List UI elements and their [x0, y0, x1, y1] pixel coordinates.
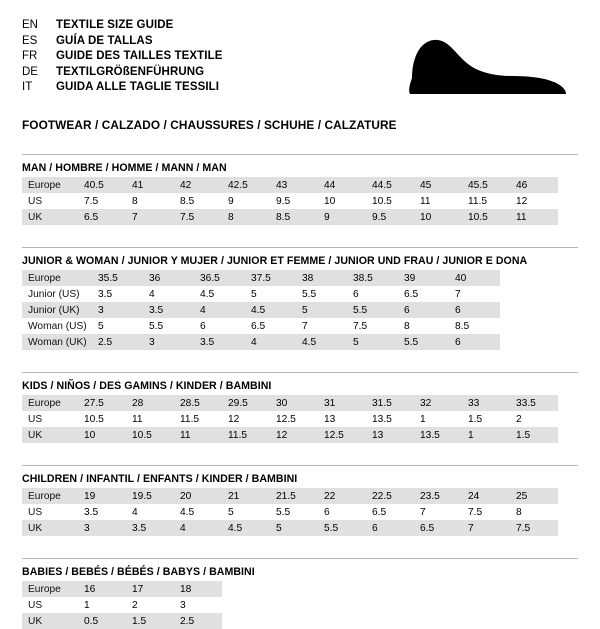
size-cell: 6.5	[398, 286, 449, 302]
size-cell: 10	[414, 209, 462, 225]
size-cell: 1.5	[126, 613, 174, 629]
size-cell: 13	[318, 411, 366, 427]
size-cell: 31	[318, 395, 366, 411]
section-title: CHILDREN / INFANTIL / ENFANTS / KINDER / BAMBINI	[22, 465, 578, 485]
size-cell: 10	[318, 193, 366, 209]
row-label: Woman (US)	[22, 318, 92, 334]
size-cell: 24	[462, 488, 510, 504]
language-row	[22, 18, 578, 34]
size-cell: 8.5	[270, 209, 318, 225]
size-cell: 3.5	[126, 520, 174, 536]
size-cell: 12	[222, 411, 270, 427]
size-cell: 33	[462, 395, 510, 411]
size-section	[22, 154, 578, 225]
size-cell: 28.5	[174, 395, 222, 411]
size-cell: 29.5	[222, 395, 270, 411]
size-cell: 10.5	[126, 427, 174, 443]
language-title: TEXTILE SIZE GUIDE	[56, 19, 174, 31]
language-title: TEXTILGRÖßENFÜHRUNG	[56, 65, 205, 78]
size-section	[22, 465, 578, 536]
size-cell: 11	[414, 193, 462, 209]
size-cell: 43	[270, 177, 318, 193]
size-cell: 21.5	[270, 488, 318, 504]
size-table	[22, 581, 222, 629]
row-label: Europe	[22, 395, 78, 411]
size-cell: 13.5	[414, 427, 462, 443]
row-label: UK	[22, 520, 78, 536]
size-cell: 44.5	[366, 177, 414, 193]
size-cell: 19	[78, 488, 126, 504]
size-cell: 9	[318, 209, 366, 225]
table-row	[22, 597, 222, 613]
size-cell: 4.5	[245, 302, 296, 318]
size-cell: 42	[174, 177, 222, 193]
table-row	[22, 613, 222, 629]
size-cell: 5	[222, 504, 270, 520]
table-row	[22, 581, 222, 597]
size-cell: 40	[449, 270, 500, 286]
size-cell: 37.5	[245, 270, 296, 286]
size-cell: 8.5	[174, 193, 222, 209]
size-table	[22, 395, 558, 443]
language-title: GUIDE DES TAILLES TEXTILE	[56, 50, 223, 63]
footwear-category-line: FOOTWEAR / CALZADO / CHAUSSURES / SCHUHE / CALZATURE	[22, 118, 397, 132]
size-cell: 32	[414, 395, 462, 411]
size-cell: 18	[174, 581, 222, 597]
size-cell: 19.5	[126, 488, 174, 504]
size-table	[22, 270, 500, 350]
size-table	[22, 177, 558, 225]
language-code: EN	[22, 19, 38, 31]
row-label: Europe	[22, 488, 78, 504]
row-label: Woman (UK)	[22, 334, 92, 350]
size-cell: 3.5	[92, 286, 143, 302]
size-cell: 1.5	[510, 427, 558, 443]
size-cell: 4	[194, 302, 245, 318]
size-cell: 6	[347, 286, 398, 302]
size-cell: 5	[92, 318, 143, 334]
size-cell: 2.5	[174, 613, 222, 629]
size-cell: 12	[510, 193, 558, 209]
size-cell: 40.5	[78, 177, 126, 193]
language-code: ES	[22, 34, 38, 47]
language-title: GUÍA DE TALLAS	[56, 34, 153, 47]
size-cell: 11.5	[222, 427, 270, 443]
size-cell: 1	[414, 411, 462, 427]
row-label: Europe	[22, 581, 78, 597]
size-cell: 11.5	[462, 193, 510, 209]
size-cell: 3	[92, 302, 143, 318]
size-cell: 42.5	[222, 177, 270, 193]
size-cell: 5.5	[296, 286, 347, 302]
size-section	[22, 247, 578, 350]
language-code: DE	[22, 65, 38, 78]
size-cell: 4.5	[174, 504, 222, 520]
size-cell: 46	[510, 177, 558, 193]
document-header	[22, 18, 578, 104]
size-cell: 4	[174, 520, 222, 536]
size-cell: 16	[78, 581, 126, 597]
size-cell: 4.5	[222, 520, 270, 536]
size-cell: 10.5	[462, 209, 510, 225]
language-code: IT	[22, 81, 33, 94]
size-cell: 33.5	[510, 395, 558, 411]
size-section	[22, 372, 578, 443]
size-cell: 13.5	[366, 411, 414, 427]
size-cell: 8	[222, 209, 270, 225]
table-row	[22, 209, 558, 225]
size-cell: 3	[174, 597, 222, 613]
size-cell: 11	[510, 209, 558, 225]
row-label: Europe	[22, 177, 78, 193]
size-cell: 31.5	[366, 395, 414, 411]
size-cell: 5.5	[143, 318, 194, 334]
size-cell: 7	[414, 504, 462, 520]
size-cell: 7.5	[462, 504, 510, 520]
table-row	[22, 177, 558, 193]
row-label: Europe	[22, 270, 92, 286]
size-cell: 5	[347, 334, 398, 350]
size-cell: 11	[126, 411, 174, 427]
row-label: US	[22, 504, 78, 520]
size-cell: 3	[143, 334, 194, 350]
size-cell: 11.5	[174, 411, 222, 427]
size-tables-container	[22, 154, 578, 629]
size-cell: 41	[126, 177, 174, 193]
section-title: MAN / HOMBRE / HOMME / MANN / MAN	[22, 154, 578, 174]
size-cell: 7.5	[174, 209, 222, 225]
size-cell: 9	[222, 193, 270, 209]
size-cell: 12	[270, 427, 318, 443]
size-cell: 2	[510, 411, 558, 427]
size-cell: 13	[366, 427, 414, 443]
size-cell: 5	[296, 302, 347, 318]
size-cell: 10.5	[78, 411, 126, 427]
size-cell: 5	[270, 520, 318, 536]
size-cell: 0.5	[78, 613, 126, 629]
size-cell: 5.5	[270, 504, 318, 520]
dress-shoe-icon	[402, 34, 570, 101]
table-row	[22, 504, 558, 520]
size-cell: 7	[449, 286, 500, 302]
table-row	[22, 193, 558, 209]
size-cell: 6	[366, 520, 414, 536]
size-cell: 1.5	[462, 411, 510, 427]
size-cell: 6	[449, 334, 500, 350]
size-cell: 45.5	[462, 177, 510, 193]
table-row	[22, 411, 558, 427]
row-label: US	[22, 193, 78, 209]
size-cell: 8	[398, 318, 449, 334]
size-cell: 6.5	[245, 318, 296, 334]
size-cell: 25	[510, 488, 558, 504]
table-row	[22, 318, 500, 334]
size-cell: 9.5	[366, 209, 414, 225]
size-cell: 36	[143, 270, 194, 286]
size-cell: 28	[126, 395, 174, 411]
size-cell: 3.5	[78, 504, 126, 520]
size-cell: 6	[194, 318, 245, 334]
size-cell: 11	[174, 427, 222, 443]
size-cell: 22	[318, 488, 366, 504]
size-cell: 5.5	[318, 520, 366, 536]
size-cell: 27.5	[78, 395, 126, 411]
size-cell: 7	[126, 209, 174, 225]
size-cell: 6	[449, 302, 500, 318]
size-cell: 3.5	[194, 334, 245, 350]
table-row	[22, 286, 500, 302]
size-cell: 4.5	[296, 334, 347, 350]
size-cell: 30	[270, 395, 318, 411]
size-cell: 5	[245, 286, 296, 302]
table-row	[22, 302, 500, 318]
table-row	[22, 427, 558, 443]
size-cell: 17	[126, 581, 174, 597]
size-cell: 38	[296, 270, 347, 286]
section-title: JUNIOR & WOMAN / JUNIOR Y MUJER / JUNIOR ET FEMME / JUNIOR UND FRAU / JUNIOR E DONA	[22, 247, 578, 267]
size-cell: 10.5	[366, 193, 414, 209]
table-row	[22, 334, 500, 350]
row-label: UK	[22, 427, 78, 443]
language-code: FR	[22, 50, 38, 63]
size-cell: 6	[398, 302, 449, 318]
size-cell: 6.5	[78, 209, 126, 225]
size-cell: 21	[222, 488, 270, 504]
size-cell: 44	[318, 177, 366, 193]
table-row	[22, 270, 500, 286]
size-cell: 45	[414, 177, 462, 193]
size-cell: 1	[78, 597, 126, 613]
size-cell: 7	[296, 318, 347, 334]
table-row	[22, 488, 558, 504]
size-cell: 23.5	[414, 488, 462, 504]
size-cell: 12.5	[270, 411, 318, 427]
section-title: BABIES / BEBÉS / BÉBÉS / BABYS / BAMBINI	[22, 558, 578, 578]
size-cell: 36.5	[194, 270, 245, 286]
size-cell: 10	[78, 427, 126, 443]
size-cell: 3.5	[143, 302, 194, 318]
size-cell: 5.5	[398, 334, 449, 350]
size-cell: 4	[143, 286, 194, 302]
size-cell: 6.5	[366, 504, 414, 520]
size-section	[22, 558, 578, 629]
size-cell: 8.5	[449, 318, 500, 334]
size-cell: 8	[510, 504, 558, 520]
size-cell: 7.5	[78, 193, 126, 209]
table-row	[22, 520, 558, 536]
row-label: US	[22, 597, 78, 613]
language-title: GUIDA ALLE TAGLIE TESSILI	[56, 81, 220, 94]
row-label: Junior (UK)	[22, 302, 92, 318]
size-table	[22, 488, 558, 536]
table-row	[22, 395, 558, 411]
size-cell: 4	[126, 504, 174, 520]
section-title: KIDS / NIÑOS / DES GAMINS / KINDER / BAMBINI	[22, 372, 578, 392]
size-cell: 2.5	[92, 334, 143, 350]
row-label: UK	[22, 209, 78, 225]
size-cell: 35.5	[92, 270, 143, 286]
size-cell: 5.5	[347, 302, 398, 318]
size-cell: 4.5	[194, 286, 245, 302]
size-cell: 9.5	[270, 193, 318, 209]
size-cell: 7.5	[510, 520, 558, 536]
size-cell: 38.5	[347, 270, 398, 286]
size-cell: 8	[126, 193, 174, 209]
size-cell: 3	[78, 520, 126, 536]
size-cell: 4	[245, 334, 296, 350]
size-cell: 6.5	[414, 520, 462, 536]
size-cell: 7.5	[347, 318, 398, 334]
size-cell: 12.5	[318, 427, 366, 443]
size-cell: 39	[398, 270, 449, 286]
row-label: UK	[22, 613, 78, 629]
row-label: US	[22, 411, 78, 427]
size-cell: 2	[126, 597, 174, 613]
size-cell: 7	[462, 520, 510, 536]
size-cell: 1	[462, 427, 510, 443]
row-label: Junior (US)	[22, 286, 92, 302]
size-cell: 20	[174, 488, 222, 504]
size-cell: 22.5	[366, 488, 414, 504]
size-cell: 6	[318, 504, 366, 520]
